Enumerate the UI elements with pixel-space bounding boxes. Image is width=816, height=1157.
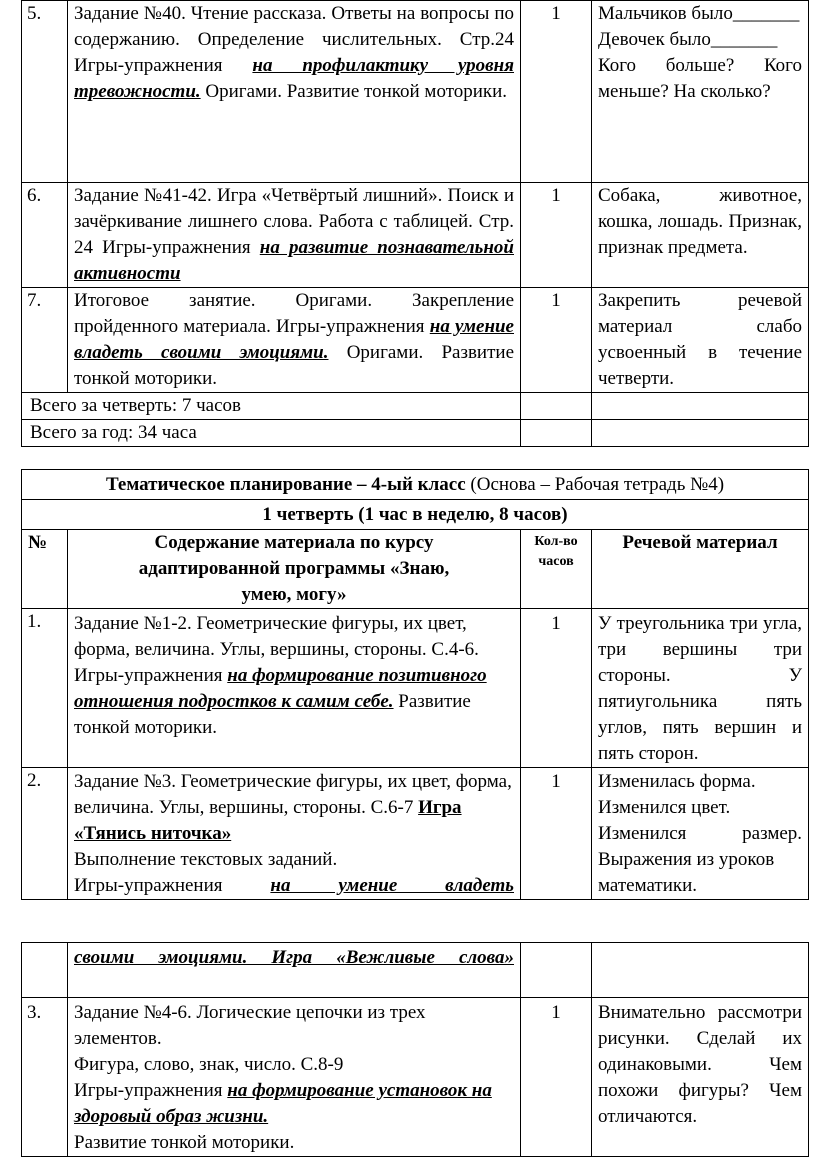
hours-cell: 1 bbox=[521, 768, 592, 900]
lesson-content bbox=[68, 183, 521, 288]
lesson-content-continued: своими эмоциями. Игра «Вежливые слова» bbox=[68, 943, 521, 998]
speech-material bbox=[592, 768, 809, 900]
table-title bbox=[22, 470, 809, 500]
content-text: Игры-упражнения bbox=[74, 1080, 228, 1101]
col-header-num: № bbox=[22, 530, 68, 609]
hours-cell: 1 bbox=[521, 183, 592, 288]
game-goal-text: на умение владеть своими эмоциями. bbox=[74, 316, 514, 363]
empty-cell bbox=[22, 943, 68, 998]
game-goal-text: на развитие познавательной активности bbox=[74, 237, 514, 284]
table-row bbox=[22, 609, 809, 768]
game-goal-text: на формирование позитивного отношения подростков к самим себе. bbox=[74, 665, 487, 712]
total-year: Всего за год: 34 часа bbox=[22, 420, 521, 447]
total-row bbox=[22, 393, 809, 420]
title-bold: Тематическое планирование – 4-ый класс bbox=[105, 474, 466, 495]
row-number: 3. bbox=[22, 998, 68, 1157]
lesson-table-part3 bbox=[21, 942, 809, 1157]
total-row bbox=[22, 420, 809, 447]
quarter-row bbox=[22, 500, 809, 530]
content-text: Задание №3. Геометрические фигуры, их цвет, форма, величина. Углы, вершины, стороны. С.6-7 bbox=[74, 771, 512, 818]
empty-cell bbox=[521, 943, 592, 998]
row-number: 6. bbox=[22, 183, 68, 288]
total-quarter: Всего за четверть: 7 часов bbox=[22, 393, 521, 420]
hours-cell: 1 bbox=[521, 609, 592, 768]
speech-material: У треугольника три угла, три вершины три стороны. У пятиугольника пять углов, пять вершин и пять сторон. bbox=[592, 609, 809, 768]
header-row bbox=[22, 530, 809, 609]
lesson-content bbox=[68, 609, 521, 768]
speech-line: Кого больше? Кого меньше? На сколько? bbox=[598, 55, 802, 102]
table-row bbox=[22, 1, 809, 183]
table-row bbox=[22, 183, 809, 288]
content-text: Фигура, слово, знак, число. С.8-9 bbox=[74, 1054, 344, 1075]
table-row bbox=[22, 768, 809, 900]
lesson-content bbox=[68, 768, 521, 900]
speech-material: Собака, животное, кошка, лошадь. Признак, признак предмета. bbox=[592, 183, 809, 288]
content-text: Задание №1-2. Геометрические фигуры, их цвет, форма, величина. Углы, вершины, стороны. С.4-6. bbox=[74, 613, 479, 660]
table-title-row bbox=[22, 470, 809, 500]
content-text: Развитие тонкой моторики. bbox=[74, 691, 471, 738]
speech-line: Изменился цвет. bbox=[598, 797, 731, 818]
col-header-hours: Кол-во часов bbox=[521, 530, 592, 609]
speech-line: Изменился размер. bbox=[598, 823, 803, 844]
table-row bbox=[22, 943, 809, 998]
col-header-speech: Речевой материал bbox=[592, 530, 809, 609]
empty-cell bbox=[592, 393, 809, 420]
lesson-table-grade4 bbox=[21, 469, 809, 900]
game-goal-text: на профилактику уровня тревожности. bbox=[74, 55, 514, 102]
content-text: Оригами. Развитие тонкой моторики. bbox=[74, 342, 514, 389]
content-text: Развитие тонкой моторики. bbox=[74, 1132, 295, 1153]
hours-cell: 1 bbox=[521, 288, 592, 393]
lesson-content bbox=[68, 288, 521, 393]
speech-material bbox=[592, 1, 809, 183]
speech-line: Выражения из уроков математики. bbox=[598, 849, 775, 896]
empty-cell bbox=[592, 420, 809, 447]
title-plain: (Основа – Рабочая тетрадь №4) bbox=[465, 474, 725, 495]
speech-material: Внимательно рассмотри рисунки. Сделай их одинаковыми. Чем похожи фигуры? Чем отличаются. bbox=[592, 998, 809, 1157]
content-text: Задание №41-42. Игра «Четвёртый лишний». Поиск и зачёркивание лишнего слова. Работа с таблицей. Стр. 24 Игры-упражнения bbox=[74, 185, 514, 258]
hours-cell: 1 bbox=[521, 998, 592, 1157]
content-text: Задание №4-6. Логические цепочки из трех элементов. bbox=[74, 1002, 426, 1049]
lesson-content bbox=[68, 998, 521, 1157]
content-text: Задание №40. Чтение рассказа. Ответы на вопросы по содержанию. Определение числительных. Стр.24 Игры-упражнения bbox=[74, 3, 514, 76]
row-number: 5. bbox=[22, 1, 68, 183]
content-text: Игры-упражнения bbox=[74, 875, 271, 896]
row-number: 7. bbox=[22, 288, 68, 393]
lesson-content bbox=[68, 1, 521, 183]
content-text: Игры-упражнения bbox=[74, 665, 228, 686]
empty-cell bbox=[521, 420, 592, 447]
col-header-content: Содержание материала по курсу адаптированной программы «Знаю, умею, могу» bbox=[68, 530, 521, 609]
quarter-heading: 1 четверть (1 час в неделю, 8 часов) bbox=[22, 500, 809, 530]
table-row bbox=[22, 998, 809, 1157]
content-text: Оригами. Развитие тонкой моторики. bbox=[200, 81, 508, 102]
content-text: Итоговое занятие. Оригами. Закрепление пройденного материала. Игры-упражнения bbox=[74, 290, 514, 337]
lesson-table-part1 bbox=[21, 0, 809, 447]
empty-cell bbox=[521, 393, 592, 420]
content-text: Выполнение текстовых заданий. bbox=[74, 849, 338, 870]
game-goal-text: на формирование установок на здоровый образ жизни. bbox=[74, 1080, 492, 1127]
game-goal-text: на умение владеть bbox=[270, 875, 514, 896]
row-number: 2. bbox=[22, 768, 68, 900]
empty-cell bbox=[592, 943, 809, 998]
table-row bbox=[22, 288, 809, 393]
speech-line: Изменилась форма. bbox=[598, 771, 756, 792]
speech-line: Мальчиков было_______ bbox=[598, 3, 800, 24]
speech-material: Закрепить речевой материал слабо усвоенный в течение четверти. bbox=[592, 288, 809, 393]
game-name: Игра «Тянись ниточка» bbox=[74, 797, 462, 844]
speech-line: Девочек было_______ bbox=[598, 29, 778, 50]
row-number: 1. bbox=[22, 609, 68, 768]
hours-cell: 1 bbox=[521, 1, 592, 183]
